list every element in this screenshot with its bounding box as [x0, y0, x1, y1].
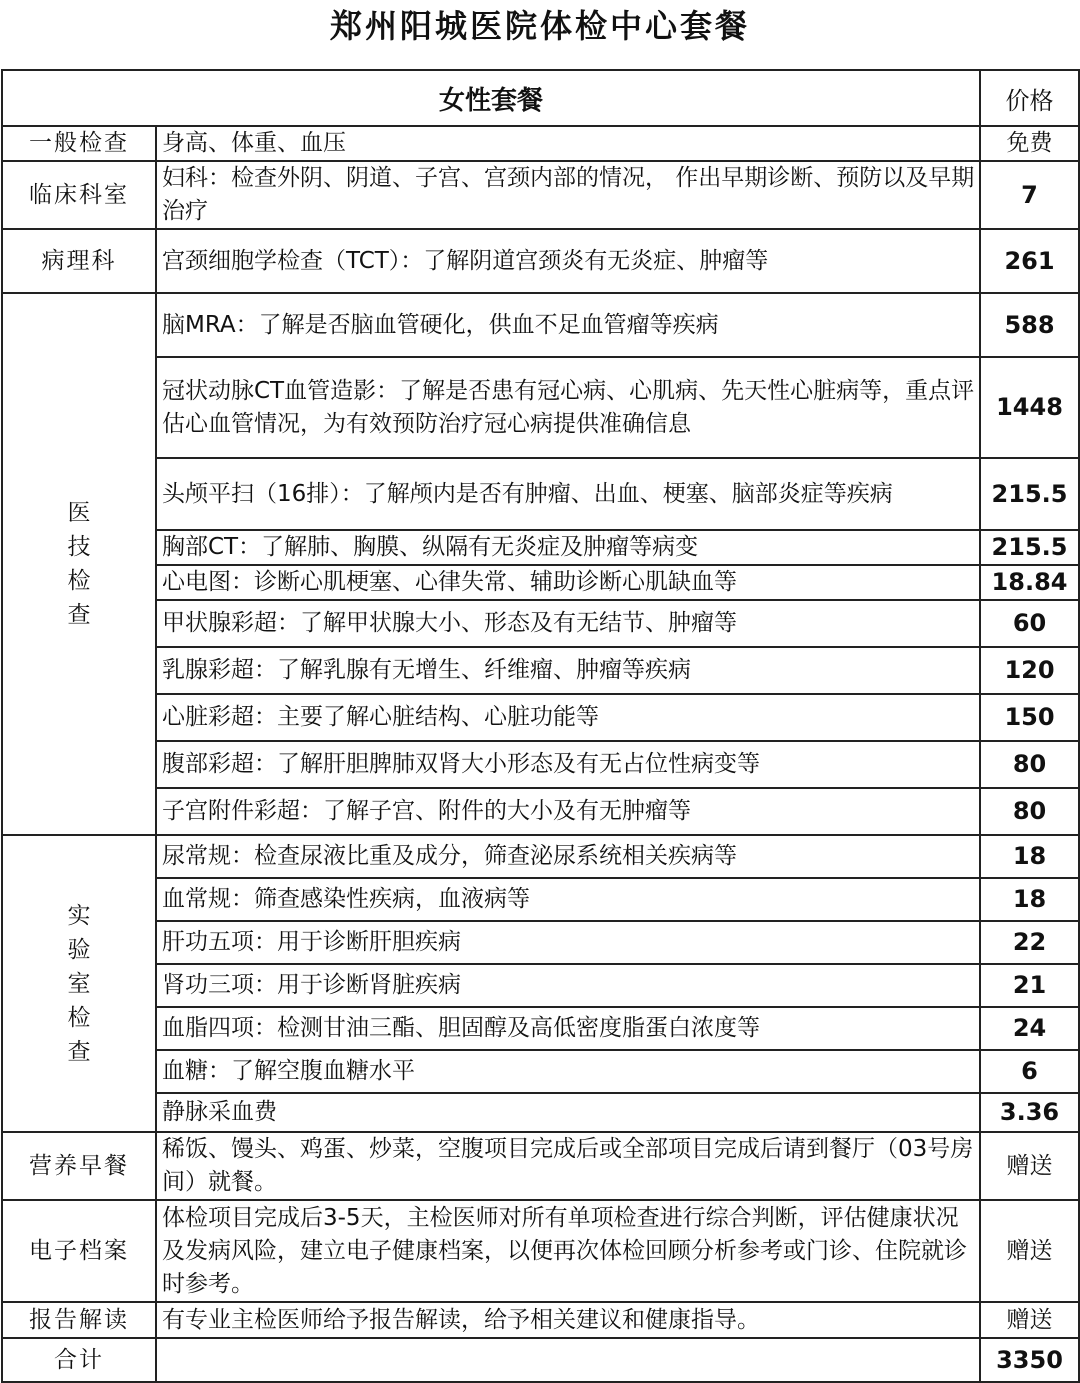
item-price: 赠送	[980, 1132, 1079, 1200]
table-row	[2, 565, 1079, 600]
table-row	[2, 741, 1079, 788]
table-row	[2, 1200, 1079, 1302]
price-header: 价格	[980, 70, 1079, 126]
table-row	[2, 1050, 1079, 1093]
category-breakfast: 营养早餐	[2, 1132, 156, 1200]
table-row	[2, 293, 1079, 357]
item-price: 免费	[980, 126, 1079, 161]
item-desc: 腹部彩超：了解肝胆脾肺双肾大小形态及有无占位性病变等	[156, 741, 980, 788]
table-row	[2, 458, 1079, 530]
item-desc: 头颅平扫（16排）：了解颅内是否有肿瘤、出血、梗塞、脑部炎症等疾病	[156, 458, 980, 530]
table-row	[2, 530, 1079, 565]
item-price: 215.5	[980, 530, 1079, 565]
item-price: 24	[980, 1007, 1079, 1050]
item-price: 18	[980, 878, 1079, 921]
item-price: 215.5	[980, 458, 1079, 530]
table-row	[2, 647, 1079, 694]
package-table	[1, 69, 1080, 1383]
category-lab	[2, 835, 156, 1132]
table-header-row	[2, 70, 1079, 126]
page-title: 郑州阳城医院体检中心套餐	[329, 7, 750, 45]
item-desc: 血糖：了解空腹血糖水平	[156, 1050, 980, 1093]
item-desc: 有专业主检医师给予报告解读，给予相关建议和健康指导。	[156, 1302, 980, 1338]
item-price: 261	[980, 229, 1079, 293]
item-price: 赠送	[980, 1200, 1079, 1302]
table-row	[2, 788, 1079, 835]
item-price: 588	[980, 293, 1079, 357]
table-row	[2, 1302, 1079, 1338]
item-price: 22	[980, 921, 1079, 964]
item-price: 80	[980, 788, 1079, 835]
item-desc: 心脏彩超：主要了解心脏结构、心脏功能等	[156, 694, 980, 741]
item-desc: 身高、体重、血压	[156, 126, 980, 161]
item-desc: 尿常规：检查尿液比重及成分，筛查泌尿系统相关疾病等	[156, 835, 980, 878]
table-row	[2, 1132, 1079, 1200]
table-row	[2, 161, 1079, 229]
table-row	[2, 1007, 1079, 1050]
category-report: 报告解读	[2, 1302, 156, 1338]
table-row	[2, 1093, 1079, 1132]
table-row	[2, 126, 1079, 161]
item-price: 120	[980, 647, 1079, 694]
item-desc: 静脉采血费	[156, 1093, 980, 1132]
item-desc: 稀饭、馒头、鸡蛋、炒菜，空腹项目完成后或全部项目完成后请到餐厅（03号房间）就餐。	[156, 1132, 980, 1200]
item-price: 21	[980, 964, 1079, 1007]
item-price: 3.36	[980, 1093, 1079, 1132]
table-row	[2, 600, 1079, 647]
total-row	[2, 1338, 1079, 1382]
item-desc: 胸部CT：了解肺、胸膜、纵隔有无炎症及肿瘤等病变	[156, 530, 980, 565]
item-price: 7	[980, 161, 1079, 229]
item-price: 赠送	[980, 1302, 1079, 1338]
item-price: 80	[980, 741, 1079, 788]
item-desc: 子宫附件彩超：了解子宫、附件的大小及有无肿瘤等	[156, 788, 980, 835]
category-clinical: 临床科室	[2, 161, 156, 229]
package-name-header: 女性套餐	[2, 70, 980, 126]
item-price: 18.84	[980, 565, 1079, 600]
item-desc: 血脂四项：检测甘油三酯、胆固醇及高低密度脂蛋白浓度等	[156, 1007, 980, 1050]
total-price: 3350	[980, 1338, 1079, 1382]
item-desc: 心电图：诊断心肌梗塞、心律失常、辅助诊断心肌缺血等	[156, 565, 980, 600]
item-desc: 血常规：筛查感染性疾病，血液病等	[156, 878, 980, 921]
category-general: 一般检查	[2, 126, 156, 161]
item-price: 150	[980, 694, 1079, 741]
item-desc: 肝功五项：用于诊断肝胆疾病	[156, 921, 980, 964]
table-row	[2, 357, 1079, 458]
table-row	[2, 878, 1079, 921]
table-row	[2, 835, 1079, 878]
item-price: 18	[980, 835, 1079, 878]
table-row	[2, 964, 1079, 1007]
category-medtech	[2, 293, 156, 835]
item-desc: 肾功三项：用于诊断肾脏疾病	[156, 964, 980, 1007]
total-label: 合计	[2, 1338, 156, 1382]
item-desc: 脑MRA：了解是否脑血管硬化，供血不足血管瘤等疾病	[156, 293, 980, 357]
table-row	[2, 921, 1079, 964]
category-archive: 电子档案	[2, 1200, 156, 1302]
item-desc: 冠状动脉CT血管造影：了解是否患有冠心病、心肌病、先天性心脏病等，重点评估心血管情况，为有效预防治疗冠心病提供准确信息	[156, 357, 980, 458]
category-medtech-label: 医技检查	[67, 500, 93, 628]
item-desc: 妇科：检查外阴、阴道、子宫、宫颈内部的情况， 作出早期诊断、预防以及早期治疗	[156, 161, 980, 229]
item-desc: 宫颈细胞学检查（TCT）：了解阴道宫颈炎有无炎症、肿瘤等	[156, 229, 980, 293]
item-price: 60	[980, 600, 1079, 647]
table-row	[2, 229, 1079, 293]
total-desc	[156, 1338, 980, 1382]
item-price: 1448	[980, 357, 1079, 458]
category-pathology: 病理科	[2, 229, 156, 293]
item-price: 6	[980, 1050, 1079, 1093]
item-desc: 体检项目完成后3-5天，主检医师对所有单项检查进行综合判断，评估健康状况及发病风险，建立电子健康档案，以便再次体检回顾分析参考或门诊、住院就诊时参考。	[156, 1200, 980, 1302]
item-desc: 甲状腺彩超：了解甲状腺大小、形态及有无结节、肿瘤等	[156, 600, 980, 647]
item-desc: 乳腺彩超：了解乳腺有无增生、纤维瘤、肿瘤等疾病	[156, 647, 980, 694]
table-row	[2, 694, 1079, 741]
category-lab-label: 实验室检查	[67, 902, 93, 1065]
